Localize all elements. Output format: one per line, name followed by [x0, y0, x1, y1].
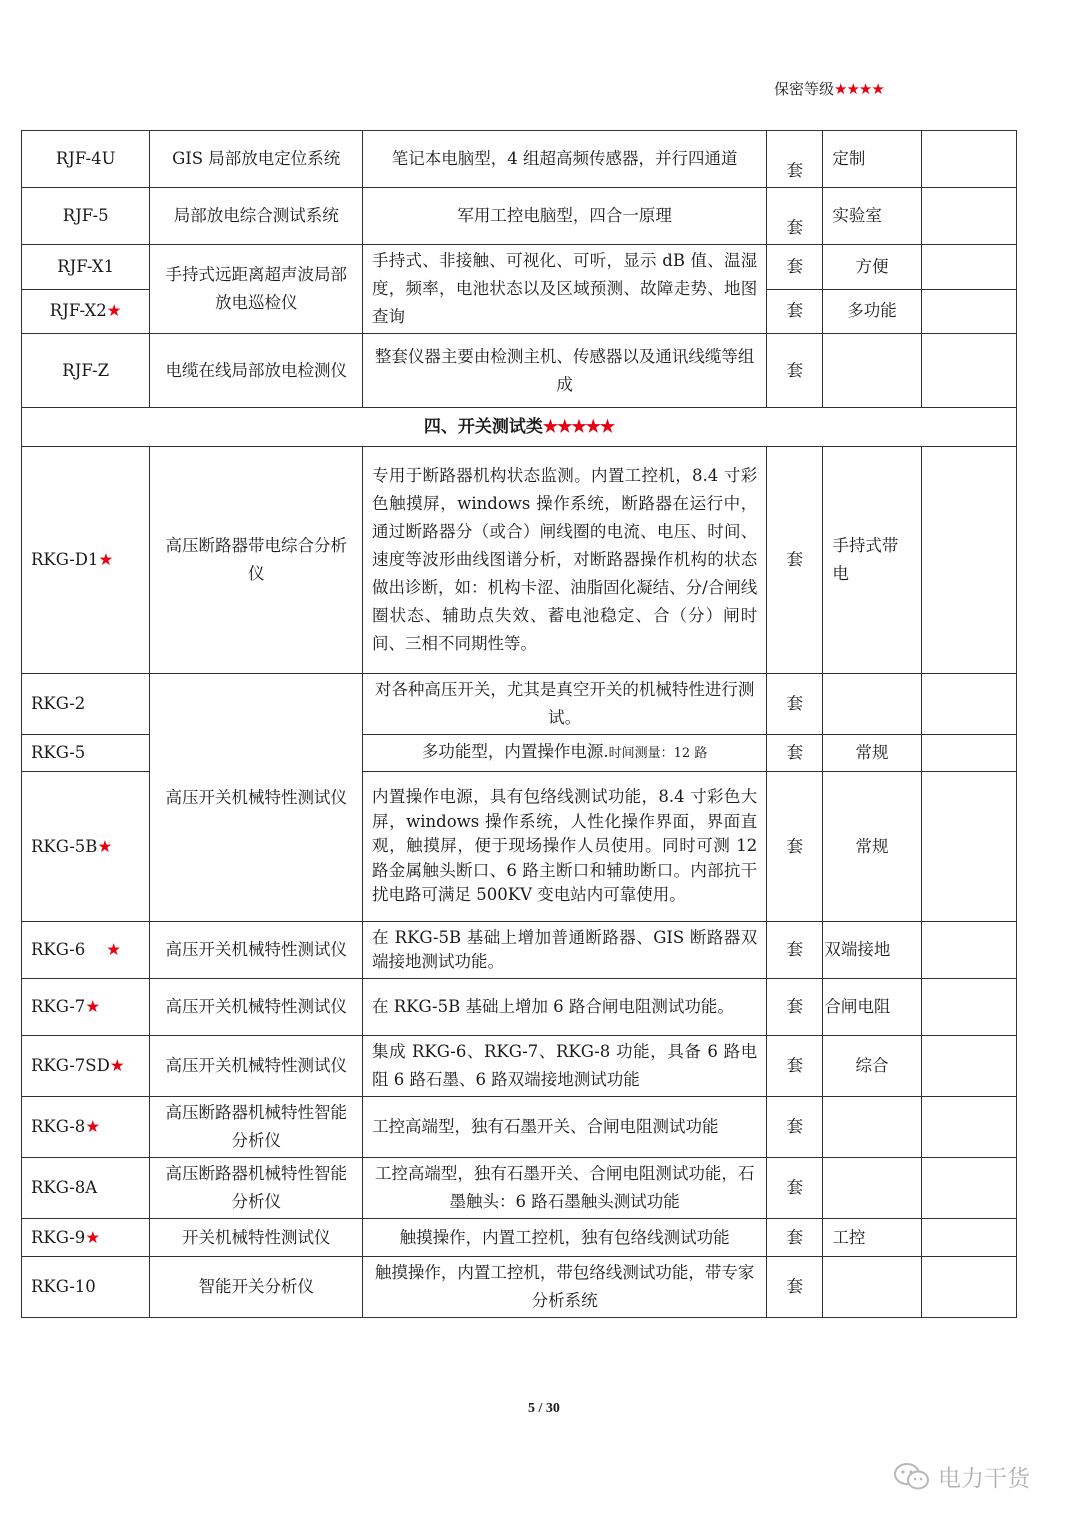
- note-cell: [823, 674, 921, 735]
- table-row: [22, 447, 1017, 674]
- desc-cell: 触摸操作，内置工控机，独有包络线测试功能: [363, 1219, 767, 1257]
- model-cell: [22, 772, 150, 922]
- name-cell: 高压断路器机械特性智能分析仪: [150, 1097, 363, 1158]
- unit-cell: 套: [767, 1036, 823, 1097]
- desc-cell: 专用于断路器机构状态监测。内置工控机，8.4 寸彩色触摸屏，windows 操作系统，断路器在运行中，通过断路器分（或合）闸线圈的电流、电压、时间、速度等波形曲线图谱分析，对断路器操作机构的状态做出诊断，如：机构卡涩、油脂固化凝结、分/合闸线圈状态、辅助点失效、蓄电池稳定、合（分）闸时间、三相不同期性等。: [363, 447, 767, 674]
- empty-cell: [921, 772, 1016, 922]
- desc-cell: 触摸操作，内置工控机，带包络线测试功能，带专家分析系统: [363, 1257, 767, 1318]
- empty-cell: [921, 922, 1016, 979]
- note-cell: [823, 1097, 921, 1158]
- unit-cell: 套: [767, 674, 823, 735]
- star-icon: ★: [109, 1056, 125, 1075]
- model-text: RKG-8: [31, 1117, 86, 1136]
- empty-cell: [921, 334, 1016, 408]
- empty-cell: [921, 289, 1016, 334]
- empty-cell: [921, 131, 1016, 188]
- empty-cell: [921, 1257, 1016, 1318]
- note-cell: 定制: [823, 131, 921, 188]
- desc-cell: 对各种高压开关，尤其是真空开关的机械特性进行测试。: [363, 674, 767, 735]
- model-text: RKG-6: [31, 940, 86, 959]
- table-row: [22, 922, 1017, 979]
- model-text: RJF-X2: [49, 301, 107, 321]
- empty-cell: [921, 1219, 1016, 1257]
- unit-cell: 套: [767, 979, 823, 1036]
- model-cell: RKG-5: [22, 735, 150, 772]
- model-text: RKG-7SD: [31, 1056, 110, 1075]
- name-cell: 局部放电综合测试系统: [150, 188, 363, 245]
- note-cell: 常规: [823, 735, 921, 772]
- product-table: [21, 130, 1017, 1318]
- note-cell: 合闸电阻: [823, 979, 921, 1036]
- desc-cell: 笔记本电脑型，4 组超高频传感器，并行四通道: [363, 131, 767, 188]
- model-cell: [22, 922, 150, 979]
- model-text: RKG-5B: [31, 836, 98, 856]
- confidential-stars: ★★★★: [834, 80, 884, 98]
- confidential-level: [774, 78, 884, 99]
- section-stars: ★★★★★: [542, 417, 615, 437]
- model-cell: RKG-10: [22, 1257, 150, 1318]
- empty-cell: [921, 1097, 1016, 1158]
- note-cell: [823, 1158, 921, 1219]
- name-cell: 高压断路器带电综合分析仪: [150, 447, 363, 674]
- model-cell: RKG-8A: [22, 1158, 150, 1219]
- unit-cell: 套: [767, 188, 823, 245]
- star-icon: ★: [106, 301, 122, 321]
- unit-cell: 套: [767, 1219, 823, 1257]
- desc-main: 多功能型，内置操作电源.: [421, 742, 609, 761]
- empty-cell: [921, 1036, 1016, 1097]
- desc-cell: 工控高端型，独有石墨开关、合闸电阻测试功能，石墨触头：6 路石墨触头测试功能: [363, 1158, 767, 1219]
- desc-cell: 军用工控电脑型，四合一原理: [363, 188, 767, 245]
- desc-cell: 集成 RKG-6、RKG-7、RKG-8 功能，具备 6 路电阻 6 路石墨、6 路双端接地测试功能: [363, 1036, 767, 1097]
- note-cell: 多功能: [823, 289, 921, 334]
- desc-cell: 在 RKG-5B 基础上增加 6 路合闸电阻测试功能。: [363, 979, 767, 1036]
- unit-cell: 套: [767, 1257, 823, 1318]
- desc-cell: 内置操作电源，具有包络线测试功能，8.4 寸彩色大屏，windows 操作系统，人性化操作界面，界面直观，触摸屏，便于现场操作人员使用。同时可测 12 路金属触头断口、6 路主断口和辅助断口。内部抗干扰电路可满足 500KV 变电站内可靠使用。: [363, 772, 767, 922]
- unit-cell: 套: [767, 334, 823, 408]
- table-row: [22, 1219, 1017, 1257]
- model-text: RKG-9: [31, 1227, 86, 1247]
- note-cell: 实验室: [823, 188, 921, 245]
- note-cell: [823, 1257, 921, 1318]
- star-icon: ★: [97, 836, 113, 856]
- star-icon: ★: [85, 1227, 101, 1247]
- name-cell: 高压断路器机械特性智能分析仪: [150, 1158, 363, 1219]
- unit-cell: 套: [767, 922, 823, 979]
- star-icon: ★: [85, 1117, 101, 1136]
- name-cell: 智能开关分析仪: [150, 1257, 363, 1318]
- unit-cell: 套: [767, 735, 823, 772]
- section-title-text: 四、开关测试类: [423, 417, 543, 437]
- section-title: [22, 408, 1017, 447]
- empty-cell: [921, 979, 1016, 1036]
- table-row: [22, 188, 1017, 245]
- note-cell: 综合: [823, 1036, 921, 1097]
- desc-cell: 整套仪器主要由检测主机、传感器以及通讯线缆等组成: [363, 334, 767, 408]
- model-cell: RJF-5: [22, 188, 150, 245]
- desc-cell: 工控高端型，独有石墨开关、合闸电阻测试功能: [363, 1097, 767, 1158]
- table-row: [22, 131, 1017, 188]
- empty-cell: [921, 674, 1016, 735]
- table-row: [22, 1036, 1017, 1097]
- empty-cell: [921, 245, 1016, 290]
- table-row: [22, 334, 1017, 408]
- name-cell: 高压开关机械特性测试仪: [150, 674, 363, 922]
- desc-small: 时间测量：12 路: [608, 746, 708, 761]
- name-cell: GIS 局部放电定位系统: [150, 131, 363, 188]
- watermark-text: 电力干货: [938, 1466, 1030, 1492]
- model-cell: RJF-Z: [22, 334, 150, 408]
- model-cell: [22, 1219, 150, 1257]
- desc-cell: [363, 735, 767, 772]
- name-cell: 高压开关机械特性测试仪: [150, 979, 363, 1036]
- star-icon: ★: [85, 997, 101, 1016]
- empty-cell: [921, 735, 1016, 772]
- unit-cell: 套: [767, 245, 823, 290]
- watermark: [892, 1460, 1030, 1493]
- table-row: [22, 674, 1017, 735]
- section-header-row: [22, 408, 1017, 447]
- empty-cell: [921, 1158, 1016, 1219]
- unit-cell: 套: [767, 131, 823, 188]
- desc-cell: 手持式、非接触、可视化、可听，显示 dB 值、温湿度，频率，电池状态以及区域预测、故障走势、地图查询: [363, 245, 767, 334]
- note-cell: 手持式带电: [823, 447, 921, 674]
- star-icon: ★: [98, 550, 114, 569]
- table-row: [22, 1257, 1017, 1318]
- model-cell: [22, 1097, 150, 1158]
- table-row: [22, 1158, 1017, 1219]
- model-cell: [22, 979, 150, 1036]
- note-cell: [823, 334, 921, 408]
- model-cell: [22, 1036, 150, 1097]
- wechat-icon: [892, 1461, 932, 1493]
- unit-cell: 套: [767, 772, 823, 922]
- model-text: RKG-7: [31, 997, 86, 1016]
- name-cell: 高压开关机械特性测试仪: [150, 1036, 363, 1097]
- model-cell: [22, 447, 150, 674]
- model-cell: RJF-4U: [22, 131, 150, 188]
- empty-cell: [921, 447, 1016, 674]
- page-number: 5 / 30: [528, 1401, 560, 1416]
- note-cell: 常规: [823, 772, 921, 922]
- table-row: [22, 245, 1017, 290]
- model-cell: RKG-2: [22, 674, 150, 735]
- unit-cell: 套: [767, 289, 823, 334]
- star-icon: ★: [106, 940, 122, 959]
- model-cell: RJF-X1: [22, 245, 150, 290]
- unit-cell: 套: [767, 447, 823, 674]
- note-cell: 双端接地: [823, 922, 921, 979]
- name-cell: 电缆在线局部放电检测仪: [150, 334, 363, 408]
- unit-cell: 套: [767, 1158, 823, 1219]
- confidential-label: 保密等级: [774, 80, 835, 98]
- name-cell: 开关机械特性测试仪: [150, 1219, 363, 1257]
- unit-cell: 套: [767, 1097, 823, 1158]
- note-cell: 方便: [823, 245, 921, 290]
- table-row: [22, 979, 1017, 1036]
- name-cell: 手持式远距离超声波局部放电巡检仪: [150, 245, 363, 334]
- empty-cell: [921, 188, 1016, 245]
- name-cell: 高压开关机械特性测试仪: [150, 922, 363, 979]
- note-cell: 工控: [823, 1219, 921, 1257]
- desc-cell: 在 RKG-5B 基础上增加普通断路器、GIS 断路器双端接地测试功能。: [363, 922, 767, 979]
- table-row: [22, 1097, 1017, 1158]
- model-cell: [22, 289, 150, 334]
- model-text: RKG-D1: [31, 550, 99, 569]
